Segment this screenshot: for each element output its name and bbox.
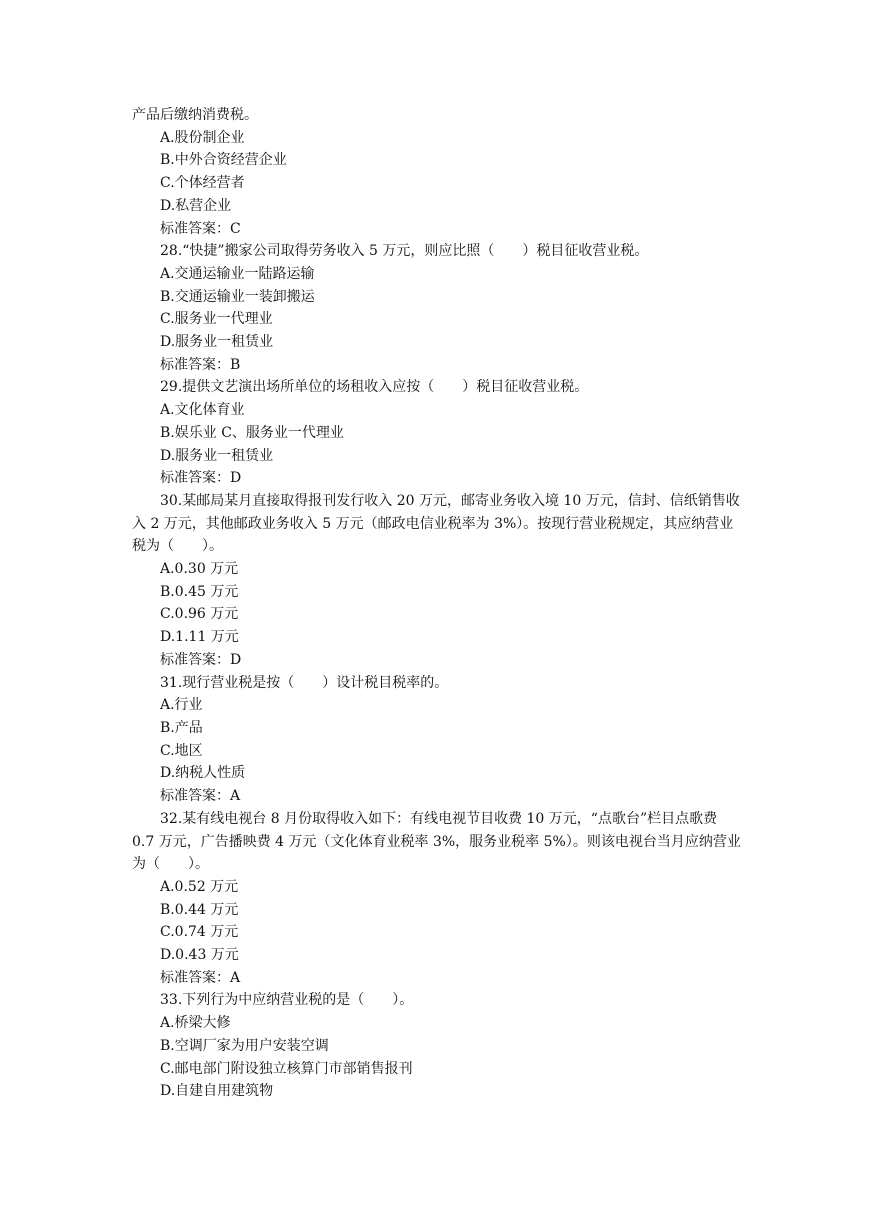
- text-line: C.地区: [160, 742, 203, 759]
- text-line: A.0.52 万元: [160, 878, 239, 895]
- text-line: D.纳税人性质: [160, 765, 246, 782]
- text-line: 29.提供文艺演出场所单位的场租收入应按（ ）税目征收营业税。: [160, 379, 589, 396]
- text-line: D.服务业一租赁业: [160, 334, 274, 351]
- text-line: 标准答案：B: [160, 356, 241, 373]
- text-line: C.0.96 万元: [160, 606, 239, 623]
- text-line: B.交通运输业一装卸搬运: [160, 288, 315, 305]
- text-line: B.空调厂家为用户安装空调: [160, 1037, 329, 1054]
- text-line: B.0.45 万元: [160, 583, 239, 600]
- text-line: 32.某有线电视台 8 月份取得收入如下：有线电视节目收费 10 万元，“点歌台”栏目点歌费 0.7 万元，广告播映费 4 万元（文化体育业税率 3%，服务业税率 5%）。则该电视台当月应纳营业为（ ）。: [132, 810, 741, 873]
- text-line: 标准答案：D: [160, 470, 242, 487]
- text-line: A.行业: [160, 697, 203, 714]
- text-line: A.文化体育业: [160, 402, 245, 419]
- text-line: 30.某邮局某月直接取得报刊发行收入 20 万元，邮寄业务收入境 10 万元，信封、信纸销售收入 2 万元，其他邮政业务收入 5 万元（邮政电信业税率为 3%）。按现行营业税规定，其应纳营业税为（ ）。: [132, 492, 740, 555]
- text-line: D.0.43 万元: [160, 947, 239, 964]
- text-line: A.股份制企业: [160, 129, 245, 146]
- text-line: 标准答案：A: [160, 969, 241, 986]
- text-line: C.0.74 万元: [160, 924, 239, 941]
- text-line: 标准答案：A: [160, 788, 241, 805]
- text-line: D.1.11 万元: [160, 629, 239, 646]
- text-line: A.桥梁大修: [160, 1015, 231, 1032]
- text-line: D.服务业一租赁业: [160, 447, 274, 464]
- text-line: B.0.44 万元: [160, 901, 239, 918]
- text-line: C.服务业一代理业: [160, 311, 273, 328]
- text-line: 33.下列行为中应纳营业税的是（ ）。: [160, 992, 414, 1009]
- text-line: B.产品: [160, 719, 203, 736]
- text-line: C.个体经营者: [160, 175, 245, 192]
- text-line: A.交通运输业一陆路运输: [160, 265, 315, 282]
- document-body: [132, 104, 742, 1103]
- text-line: 标准答案：C: [160, 220, 241, 237]
- text-line: 31.现行营业税是按（ ）设计税目税率的。: [160, 674, 449, 691]
- text-line: 标准答案：D: [160, 651, 242, 668]
- text-line: D.自建自用建筑物: [160, 1083, 274, 1100]
- text-line: C.邮电部门附设独立核算门市部销售报刊: [160, 1060, 413, 1077]
- text-line: B.娱乐业 C、服务业一代理业: [160, 424, 344, 441]
- text-line: D.私营企业: [160, 197, 232, 214]
- text-line: 28.“快捷”搬家公司取得劳务收入 5 万元，则应比照（ ）税目征收营业税。: [160, 243, 649, 260]
- text-line: A.0.30 万元: [160, 561, 239, 578]
- text-line: B.中外合资经营企业: [160, 152, 287, 169]
- text-line: 产品后缴纳消费税。: [132, 107, 258, 123]
